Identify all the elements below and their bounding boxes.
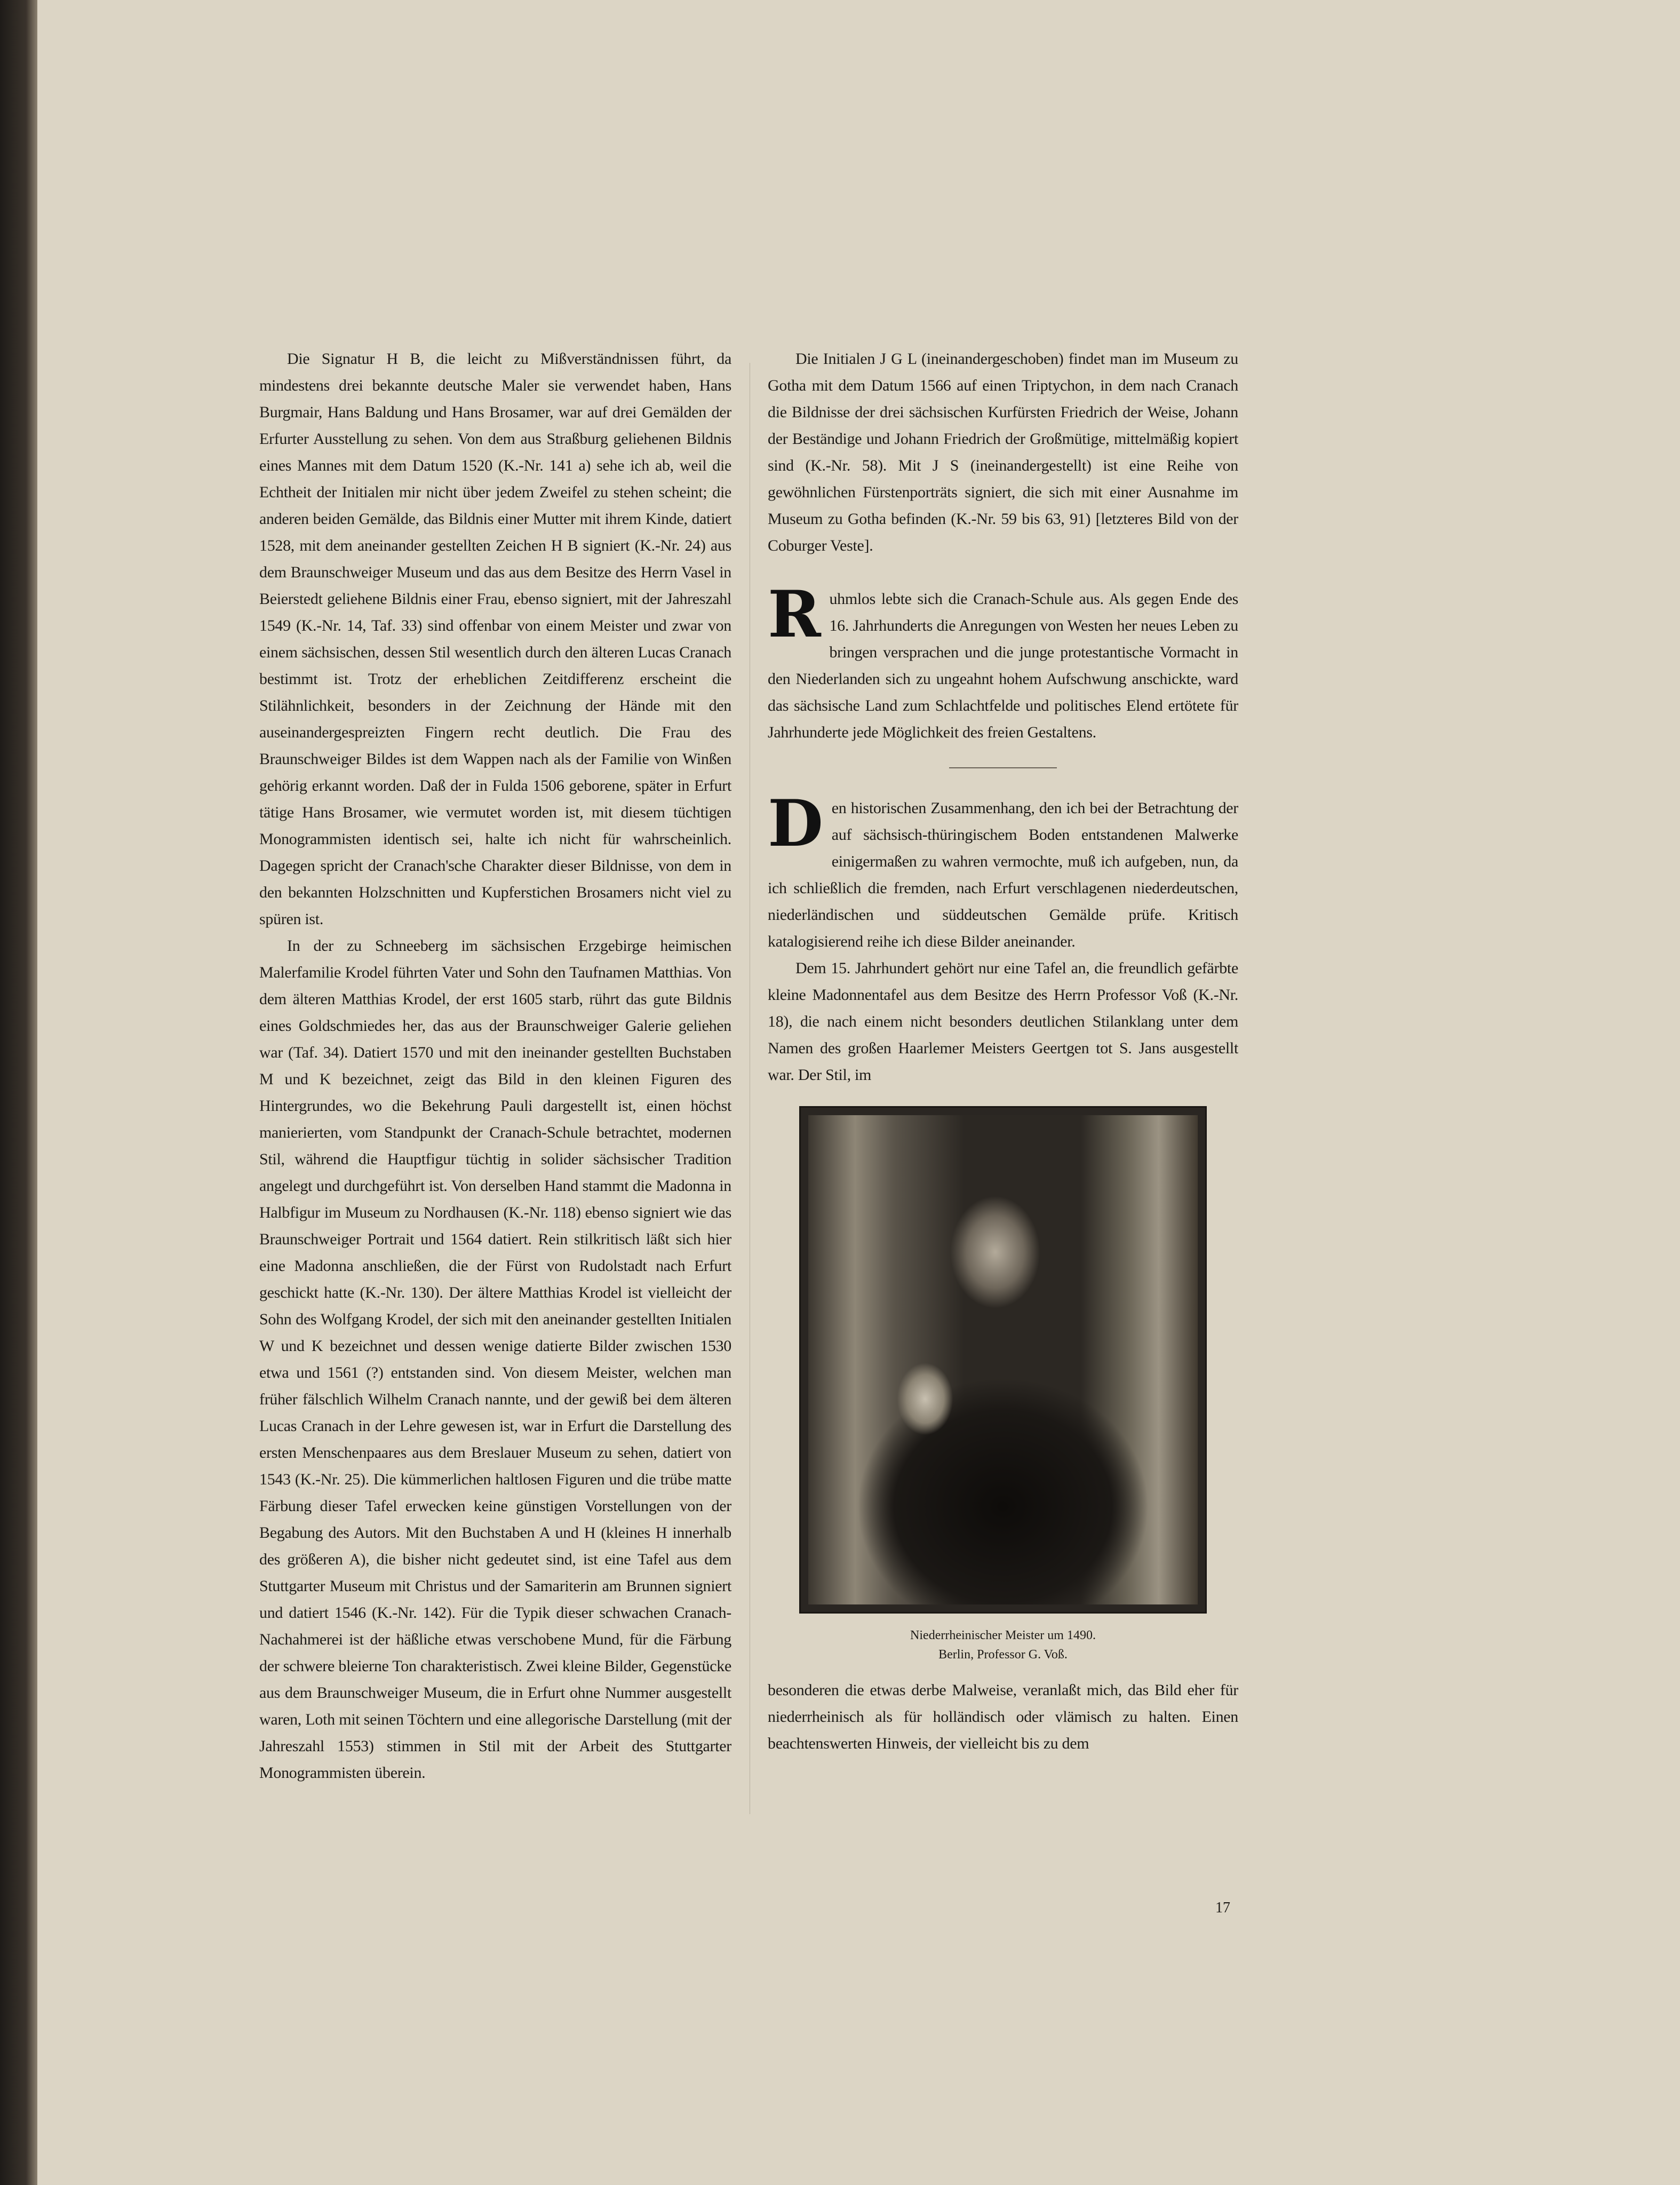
paragraph: Dem 15. Jahrhundert gehört nur eine Tafel an, die freundlich gefärbte kleine Madonnentafel aus dem Besitze des Herrn Professor Voß (K.-Nr. 18), die nach einem nicht besonders deutlichen Stilanklang unter dem Namen des großen Haarlemer Meisters Geertgen tot S. Jans ausgestellt war. Der Stil, im — [768, 959, 1238, 1084]
madonna-painting-illustration — [801, 1108, 1205, 1612]
figure-caption — [768, 1626, 1238, 1664]
caption-owner: Berlin, Professor G. Voß. — [938, 1648, 1068, 1662]
section-divider — [949, 767, 1057, 768]
page-number: 17 — [1215, 1900, 1230, 1916]
paragraph: In der zu Schneeberg im sächsischen Erzgebirge heimischen Malerfamilie Krodel führten Vater und Sohn den Taufnamen Matthias. Von dem älteren Matthias Krodel, der erst 1605 starb, rührt das gute Bildnis eines Goldschmiedes her, das aus der Braunschweiger Galerie geliehen war (Taf. 34). Datiert 1570 und mit den ineinander gestellten Buchstaben M und K bezeichnet, zeigt das Bild in den kleinen Figuren des Hintergrundes, wo die Bekehrung Pauli dargestellt ist, einen höchst manierierten, vom Standpunkt der Cranach-Schule betrachtet, modernen Stil, während die Hauptfigur tüchtig in solider sächsischer Tradition angelegt und durchgeführt ist. Von derselben Hand stammt die Madonna in Halbfigur im Museum zu Nordhausen (K.-Nr. 118) ebenso signiert wie das Braunschweiger Portrait und 1564 datiert. Rein stilkritisch läßt sich hier eine Madonna anschließen, die der Fürst von Rudolstadt nach Erfurt geschickt hatte (K.-Nr. 130). Der ältere Matthias Krodel ist vielleicht der Sohn des Wolfgang Krodel, der sich mit den aneinander gestellten Initialen W und K bezeichnet und dessen wenige datierte Bilder zwischen 1530 etwa und 1561 (?) entstanden sind. Von diesem Meister, welchen man früher fälschlich Wilhelm Cranach nannte, und der gewiß bei dem älteren Lucas Cranach in der Lehre gewesen ist, war in Erfurt die Darstellung des ersten Menschenpaares aus dem Breslauer Museum zu sehen, datiert von 1543 (K.-Nr. 25). Die kümmerlichen haltlosen Figuren und die trübe matte Färbung dieser Tafel erwecken keine günstigen Vorstellungen von der Begabung des Autors. Mit den Buchstaben A und H (kleines H innerhalb des größeren A), die bisher nicht gedeutet sind, ist eine Tafel aus dem Stuttgarter Museum mit Christus und der Samariterin am Brunnen signiert und datiert 1546 (K.-Nr. 142). Für die Typik dieser schwachen Cranach-Nachahmerei ist der häßliche etwas verschobene Mund, für die Färbung der schwere bleierne Ton charakteristisch. Zwei kleine Bilder, Gegenstücke aus dem Braunschweiger Museum, die in Erfurt ohne Nummer ausgestellt waren, Loth mit seinen Töchtern und eine allegorische Darstellung (mit der Jahreszahl 1553) stimmen in Stil mit der Arbeit des Stuttgarter Monogrammisten überein. — [259, 937, 731, 1782]
left-column — [259, 346, 731, 1786]
drop-cap-initial: R — [768, 586, 821, 652]
painting-image — [808, 1115, 1198, 1604]
section-ruhmlos — [768, 586, 1238, 746]
paragraph: besonderen die etwas derbe Malweise, veranlaßt mich, das Bild eher für niederrheinisch als für holländisch oder vlämisch zu halten. Einen beachtenswerten Hinweis, der vielleicht bis zu dem — [768, 1681, 1238, 1752]
paragraph: uhmlos lebte sich die Cranach-Schule aus. Als gegen Ende des 16. Jahrhunderts die Anregungen von Westen her neues Leben zu bringen versprachen und die junge protestantische Vormacht in den Niederlanden sich zu ungeahnt hohem Aufschwung anschickte, ward das sächsische Land zum Schlachtfelde und politisches Elend ertötete für Jahrhunderte jede Möglichkeit des freien Gestaltens. — [768, 590, 1238, 741]
paragraph: en historischen Zusammenhang, den ich bei der Betrachtung der auf sächsisch-thüringischem Boden entstandenen Malwerke einigermaßen zu wahren vermochte, muß ich aufgeben, nun, da ich schließlich die fremden, nach Erfurt verschlagenen niederdeutschen, niederländischen und süddeutschen Gemälde prüfe. Kritisch katalogisierend reihe ich diese Bilder aneinander. — [768, 799, 1238, 950]
right-column — [768, 346, 1238, 1757]
book-binding — [0, 0, 37, 2185]
drop-cap-initial: D — [768, 795, 823, 861]
section-zusammenhang — [768, 795, 1238, 1088]
caption-title: Niederrheinischer Meister um 1490. — [910, 1628, 1096, 1642]
paragraph: Die Initialen J G L (ineinandergeschoben) findet man im Museum zu Gotha mit dem Datum 1566 auf einen Triptychon, in dem nach Cranach die Bildnisse der drei sächsischen Kurfürsten Friedrich der Weise, Johann der Beständige und Johann Friedrich der Großmütige, mittelmäßig kopiert sind (K.-Nr. 58). Mit J S (ineinandergestellt) ist eine Reihe von gewöhnlichen Fürstenporträts signiert, die sich mit einer Ausnahme im Museum zu Gotha befinden (K.-Nr. 59 bis 63, 91) [letzteres Bild von der Coburger Veste]. — [768, 350, 1238, 554]
paragraph: Die Signatur H B, die leicht zu Mißverständnissen führt, da mindestens drei bekannte deutsche Maler sie verwendet haben, Hans Burgmair, Hans Baldung und Hans Brosamer, war auf drei Gemälden der Erfurter Ausstellung zu sehen. Von dem aus Straßburg geliehenen Bildnis eines Mannes mit dem Datum 1520 (K.-Nr. 141 a) sehe ich ab, weil die Echtheit der Initialen mir nicht über jedem Zweifel zu stehen scheint; die anderen beiden Gemälde, das Bildnis einer Mutter mit ihrem Kinde, datiert 1528, mit dem aneinander gestellten Zeichen H B signiert (K.-Nr. 24) aus dem Braunschweiger Museum und das aus dem Besitze des Herrn Vasel in Beierstedt geliehene Bildnis einer Frau, ebenso signiert, mit der Jahreszahl 1549 (K.-Nr. 14, Taf. 33) sind offenbar von einem Meister und zwar von einem sächsischen, dessen Stil wesentlich durch den älteren Lucas Cranach bestimmt ist. Trotz der erheblichen Zeitdifferenz erscheint die Stilähnlichkeit, besonders in der Zeichnung der Hände mit den auseinandergespreizten Fingern recht deutlich. Die Frau des Braunschweiger Bildes ist dem Wappen nach als der Familie von Winßen gehörig erkannt worden. Daß der in Fulda 1506 geborene, später in Erfurt tätige Hans Brosamer, wie vermutet worden ist, mit diesem tüchtigen Monogrammisten identisch sei, halte ich nicht für wahrscheinlich. Dagegen spricht der Cranach'sche Charakter dieser Bildnisse, von dem in den bekannten Holzschnitten und Kupferstichen Brosamers nicht viel zu spüren ist. — [259, 350, 731, 928]
